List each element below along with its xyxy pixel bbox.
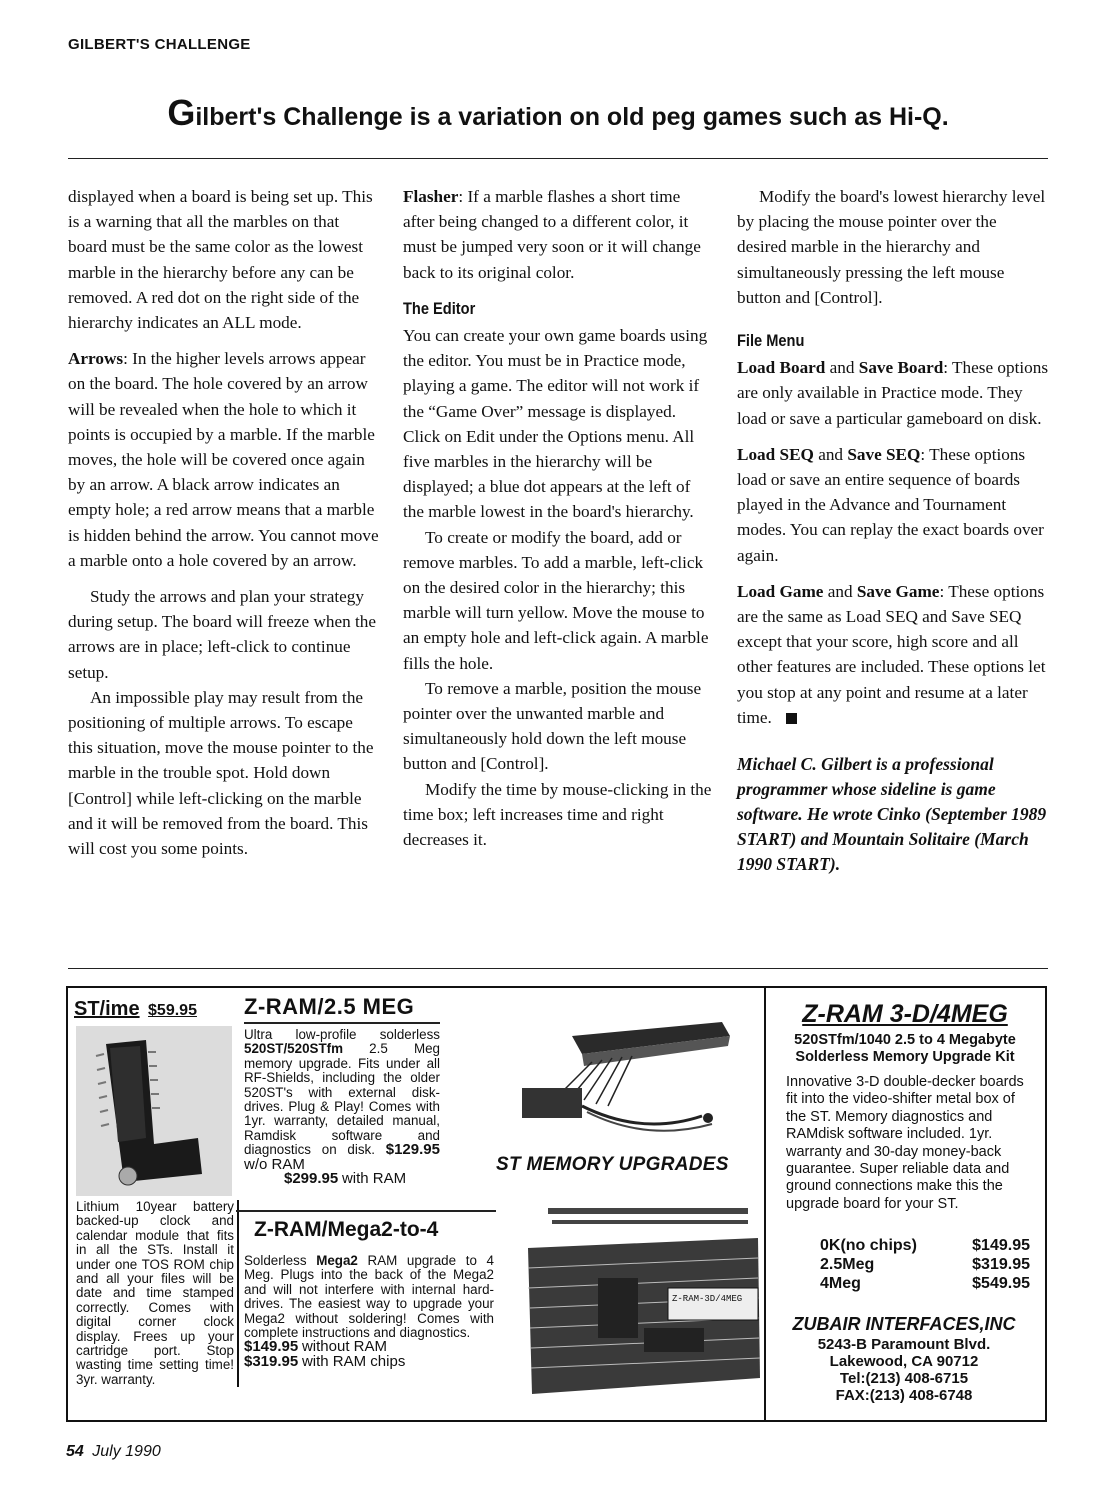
headline-text: ilbert's Challenge is a variation on old peg games such as Hi-Q.: [195, 103, 949, 131]
and-text: and: [823, 581, 857, 601]
mega-title: Z-RAM/Mega2-to-4: [254, 1218, 439, 1241]
mega-price-1: $149.95: [244, 1338, 299, 1356]
and-text: and: [825, 358, 859, 378]
stime-text: Lithium 10year battery backed-up clock and calendar module that fits in all the STs. Install it under one TOS ROM chip and all your files will be date and time stamped correctly. Comes with digital corner clock display. Frees up your cartridge port. Stop wasting time setting time! 3yr. warranty.: [76, 1200, 239, 1387]
column-2: [403, 184, 715, 852]
headline-rule: [68, 158, 1048, 159]
arrows-text: : In the higher levels arrows appear on the board. The hole covered by an arrow will be revealed when the hole to which it points is occupied by a marble. If the marble moves, the hole will be covered once again by an arrow. A black arrow indicates an empty hole; a red arrow means that a marble is hidden behind the arrow. You cannot move a marble onto a hole covered by an arrow.: [68, 349, 379, 570]
arrows-term: Arrows: [68, 349, 124, 369]
col1-arrows-paragraph: [68, 346, 380, 573]
save-game-term: Save Game: [856, 581, 940, 601]
mega-price-2: $319.95: [244, 1352, 299, 1370]
col2-flasher-paragraph: [403, 184, 715, 285]
center-caption: ST MEMORY UPGRADES: [496, 1154, 729, 1175]
col3-game-paragraph: [737, 579, 1049, 730]
fax: FAX:(213) 408-6748: [835, 1387, 973, 1404]
seq-text: : These options load or save an entire sequence of boards played in the Advance and Tournament modes. You can replay the exact boards over again.: [737, 444, 1044, 565]
stime-block: [74, 998, 234, 1021]
running-head: GILBERT'S CHALLENGE: [68, 36, 251, 53]
stime-title: ST/ime: [74, 998, 140, 1020]
mega-text-1: Solderless: [244, 1253, 307, 1268]
save-seq-term: Save SEQ: [847, 444, 921, 464]
load-seq-term: Load SEQ: [737, 444, 814, 464]
price-table: [820, 1236, 1030, 1293]
price-value: $319.95: [972, 1256, 1030, 1273]
address-line-1: 5243-B Paramount Blvd.: [817, 1336, 991, 1353]
flasher-term: Flasher: [403, 187, 459, 206]
col2-paragraph: To remove a marble, position the mouse pointer over the unwanted marble and simultaneously hold down the left mouse button and [Control].: [403, 678, 702, 774]
price-value: $149.95: [972, 1237, 1030, 1254]
memory-board-image-top: [472, 996, 762, 1146]
file-menu-heading: File Menu: [737, 331, 805, 351]
author-bio: Michael C. Gilbert is a professional programmer whose sideline is game software. He wrote Cinko (September 1989 START) and Mountain Solitaire (March 1990 START).: [737, 754, 1047, 875]
game-text: : These options are the same as Load SEQ and Save SEQ except that your score, high score and all other features are included. These options let you stop at any point and resume at a later time.: [737, 581, 1046, 727]
headline: [68, 92, 1048, 134]
zram25-price-2: $299.95: [284, 1170, 339, 1188]
company-name: ZUBAIR INTERFACES,INC: [792, 1314, 1016, 1334]
page-number: 54: [66, 1443, 84, 1460]
col2-paragraph: You can create your own game boards using the editor. You must be in Practice mode, playing a game. The editor will not work if the “Game Over” message is displayed. Click on Edit under the Options menu. All five marbles in the hierarchy will be displayed; a blue dot appears at the left of the marble lowest in the board's hierarchy.: [403, 326, 708, 522]
zram25-price-1-label: w/o RAM: [244, 1155, 305, 1173]
board-text: : These options are only available in Practice mode. They load or save a particular gameboard on disk.: [737, 358, 1049, 428]
stime-heading: [74, 998, 234, 1021]
address-line-2: Lakewood, CA 90712: [829, 1353, 979, 1370]
mega-top-rule: [236, 1210, 496, 1212]
zram25-price-1: $129.95: [385, 1141, 440, 1159]
price-label: 0K(no chips): [820, 1237, 917, 1254]
save-board-term: Save Board: [858, 358, 944, 378]
price-label: 4Meg: [820, 1275, 861, 1292]
company-address: [768, 1336, 1040, 1404]
and-text: and: [813, 444, 848, 464]
zram25-title: Z-RAM/2.5 MEG: [244, 994, 415, 1019]
stime-price: $59.95: [148, 1002, 197, 1019]
price-value: $549.95: [972, 1275, 1030, 1292]
mega-text-2: RAM upgrade to 4 Meg. Plugs into the back of the Mega2 and will not interfere with internal hard-drives. The easiest way to upgrade your Mega2 without soldering! Comes with complete instructions and diagnostics.: [244, 1253, 494, 1341]
col3-seq-paragraph: [737, 442, 1049, 568]
clock-chip-image: [76, 1026, 232, 1196]
zram3d-text: Innovative 3-D double-decker boards fit into the video-shifter metal box of the ST. Memory diagnostics and RAMdisk software included. 1yr. warranty and 30-day money-back guarantee. Super reliable data and ground connections make this the upgrade board for your ST.: [786, 1074, 1024, 1212]
price-row: [820, 1236, 1030, 1255]
mega-text: [244, 1254, 494, 1369]
end-mark-icon: [786, 713, 797, 724]
mega-price-1-label: without RAM: [301, 1338, 387, 1356]
price-row: [820, 1255, 1030, 1274]
col1-paragraph: An impossible play may result from the positioning of multiple arrows. To escape this situation, move the mouse pointer to the marble in the trouble spot. Hold down [Control] while left-clicking on the marble and it will be removed from the board. This will cost you some points.: [68, 687, 374, 859]
advertisement: [66, 986, 1047, 1422]
editor-heading: The Editor: [403, 298, 476, 318]
zram25-text-2: 2.5 Meg memory upgrade. Fits under all RF-Shields, including the older 520ST's with external disk-drives. Plug & Play! Comes with 1yr. warranty, detailed manual, Ramdisk software and diagnostics on disk.: [244, 1041, 440, 1158]
zram25-text: [244, 1028, 440, 1186]
flasher-text: : If a marble flashes a short time after being changed to a different color, it must be jumped very soon or it will change back to its original color.: [403, 187, 701, 282]
col3-board-paragraph: [737, 355, 1049, 431]
page-footer: [66, 1443, 161, 1461]
zram25-text-1: Ultra low-profile solderless: [244, 1027, 440, 1042]
zram25-model: 520ST/520STfm: [244, 1041, 343, 1057]
load-game-term: Load Game: [737, 581, 824, 601]
zram25-price-2-label: with RAM: [341, 1170, 407, 1188]
col3-paragraph: Modify the board's lowest hierarchy level by placing the mouse pointer over the desired marble in the hierarchy and simultaneously pressing the left mouse button and [Control].: [737, 187, 1046, 307]
load-board-term: Load Board: [737, 358, 826, 378]
zram25-rule: [244, 1022, 440, 1024]
col2-paragraph: To create or modify the board, add or remove marbles. To add a marble, left-click on the desired color in the hierarchy; this marble will turn yellow. Move the mouse to an empty hole and left-click again. A marble fills the hole.: [403, 527, 709, 673]
column-1: [68, 184, 380, 861]
column-3: [737, 184, 1049, 877]
headline-dropcap: G: [167, 92, 196, 133]
mega-model: Mega2: [316, 1253, 358, 1268]
col1-paragraph: Study the arrows and plan your strategy during setup. The board will freeze when the arrows are in place; left-click to continue setup.: [68, 587, 376, 682]
zram3d-subtitle: 520STfm/1040 2.5 to 4 Megabyte Solderless Memory Upgrade Kit: [794, 1032, 1016, 1065]
price-label: 2.5Meg: [820, 1256, 875, 1273]
price-row: [820, 1274, 1030, 1293]
board-label: Z-RAM-3D/4MEG: [672, 1294, 743, 1304]
zram3d-title: Z-RAM 3-D/4MEG: [802, 1000, 1008, 1028]
ad-top-rule: [68, 968, 1048, 969]
mega-price-2-label: with RAM chips: [301, 1352, 406, 1370]
issue-date: July 1990: [92, 1443, 161, 1460]
col2-paragraph: Modify the time by mouse-clicking in the time box; left increases time and right decreases it.: [403, 779, 712, 850]
telephone: Tel:(213) 408-6715: [839, 1370, 969, 1387]
col1-paragraph: displayed when a board is being set up. This is a warning that all the marbles on that board must be the same color as the lowest marble in the hierarchy before any can be removed. A red dot on the right side of the hierarchy indicates an ALL mode.: [68, 187, 373, 333]
